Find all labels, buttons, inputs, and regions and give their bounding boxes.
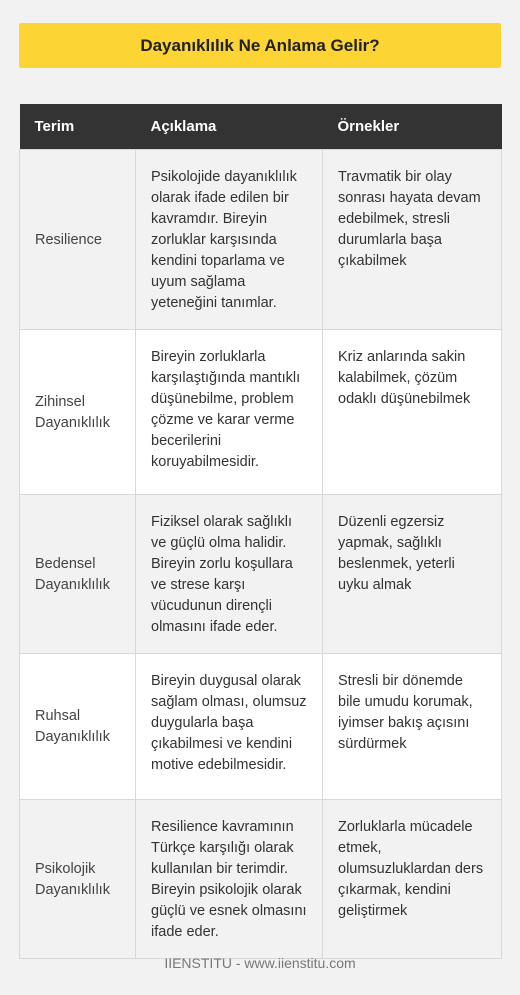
term-cell: Psikolojik Dayanıklılık [20, 799, 136, 958]
header-description: Açıklama [136, 104, 323, 149]
term-cell: Zihinsel Dayanıklılık [20, 329, 136, 494]
description-cell: Fiziksel olarak sağlıklı ve güçlü olma halidir. Bireyin zorlu koşullara ve strese karşı vücudunun dirençli olmasını ifade eder. [136, 494, 323, 653]
header-term: Terim [20, 104, 136, 149]
table-row [20, 799, 502, 958]
table-row [20, 329, 502, 494]
table-row [20, 149, 502, 329]
term-cell: Resilience [20, 149, 136, 329]
table-row [20, 653, 502, 799]
table-row [20, 494, 502, 653]
description-cell: Resilience kavramının Türkçe karşılığı olarak kullanılan bir terimdir. Bireyin psikolojik olarak güçlü ve esnek olmasını ifade eder. [136, 799, 323, 958]
description-cell: Bireyin duygusal olarak sağlam olması, olumsuz duygularla başa çıkabilmesi ve kendini motive edebilmesidir. [136, 653, 323, 799]
examples-cell: Stresli bir dönemde bile umudu korumak, iyimser bakış açısını sürdürmek [323, 653, 502, 799]
examples-cell: Zorluklarla mücadele etmek, olumsuzluklardan ders çıkarmak, kendini geliştirmek [323, 799, 502, 958]
examples-cell: Düzenli egzersiz yapmak, sağlıklı beslenmek, yeterli uyku almak [323, 494, 502, 653]
term-cell: Ruhsal Dayanıklılık [20, 653, 136, 799]
footer-credit: IIENSTITU - www.iienstitu.com [164, 955, 356, 971]
terms-table [19, 104, 502, 959]
description-cell: Bireyin zorluklarla karşılaştığında mantıklı düşünebilme, problem çözme ve karar verme becerilerini koruyabilmesidir. [136, 329, 323, 494]
examples-cell: Kriz anlarında sakin kalabilmek, çözüm odaklı düşünebilmek [323, 329, 502, 494]
term-cell: Bedensel Dayanıklılık [20, 494, 136, 653]
header-examples: Örnekler [323, 104, 502, 149]
page-title: Dayanıklılık Ne Anlama Gelir? [19, 23, 501, 68]
table-header-row [20, 104, 502, 149]
examples-cell: Travmatik bir olay sonrası hayata devam edebilmek, stresli durumlarla başa çıkabilmek [323, 149, 502, 329]
description-cell: Psikolojide dayanıklılık olarak ifade edilen bir kavramdır. Bireyin zorluklar karşısında kendini toparlama ve uyum sağlama yeteneğini tanımlar. [136, 149, 323, 329]
